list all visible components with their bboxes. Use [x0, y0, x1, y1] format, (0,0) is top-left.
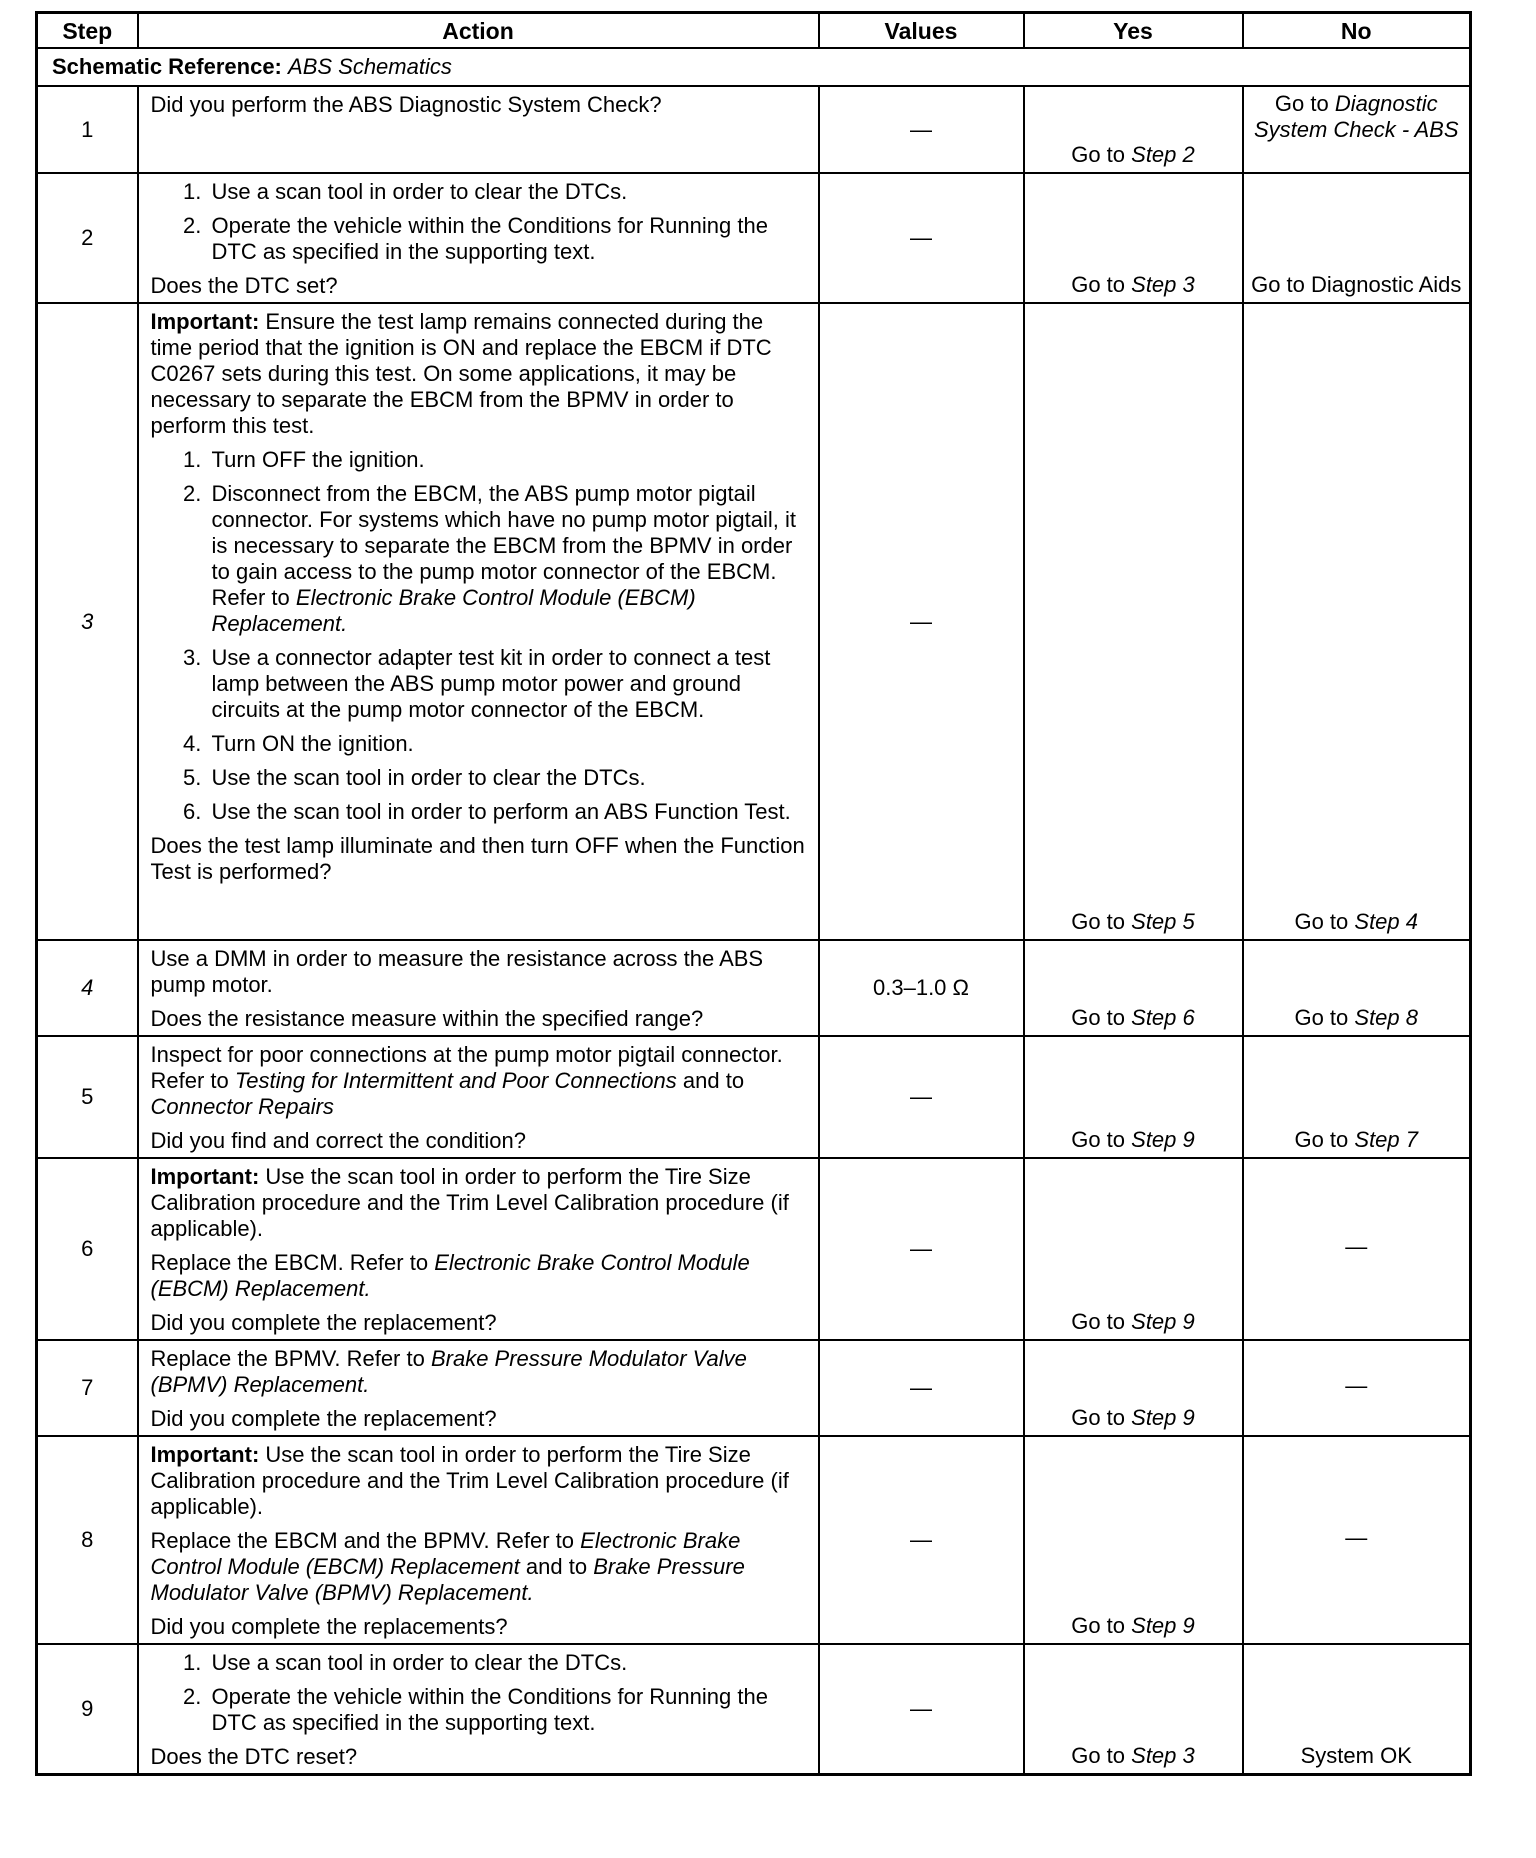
- value-cell: 0.3–1.0 Ω: [819, 940, 1024, 1036]
- go-to-text: Go to: [1294, 1127, 1349, 1152]
- question-text: Does the DTC reset?: [150, 1744, 358, 1769]
- list-item: 2. Operate the vehicle within the Conditions for Running the DTC as specified in the supporting text.: [208, 1684, 810, 1736]
- go-to-text: Go to: [1294, 909, 1349, 934]
- important-note: [151, 1164, 810, 1242]
- step-word: Step: [1354, 1127, 1400, 1152]
- action-text-part: Inspect for poor connections at the pump motor pigtail connector. Refer to: [150, 1042, 783, 1093]
- schematic-label: Schematic Reference:: [52, 54, 282, 79]
- step-target: 2: [1182, 142, 1195, 167]
- question-text: Did you complete the replacements?: [150, 1614, 508, 1639]
- step-number: 4: [37, 940, 138, 1036]
- value-cell: —: [819, 86, 1024, 173]
- reference-link[interactable]: Brake Pressure Modulator Valve (BPMV) Replacement.: [150, 1346, 747, 1397]
- no-cell: —: [1243, 1158, 1471, 1340]
- reference-link[interactable]: Testing for Intermittent and Poor Connections: [234, 1068, 677, 1093]
- diagnostic-table-container: [35, 11, 1469, 1776]
- action-text-part: Replace the BPMV. Refer to: [150, 1346, 425, 1371]
- step-target: 9: [1182, 1405, 1195, 1430]
- schematic-reference: [37, 48, 1471, 86]
- no-step-link[interactable]: [1354, 1127, 1418, 1152]
- step-word: Step: [1131, 1405, 1177, 1430]
- step-number: 7: [37, 1340, 138, 1436]
- go-to-text: Go to: [1071, 1743, 1126, 1768]
- step-target: 9: [1182, 1127, 1195, 1152]
- reference-link[interactable]: Electronic Brake Control Module (EBCM) Replacement.: [150, 1250, 750, 1301]
- yes-step-link[interactable]: [1131, 1743, 1195, 1768]
- go-to-text: Go to: [1071, 909, 1126, 934]
- list-item: 3. Use a connector adapter test kit in order to connect a test lamp between the ABS pump motor power and ground circuits at the pump motor connector of the EBCM.: [208, 645, 810, 723]
- go-to-text: Go to: [1071, 1405, 1126, 1430]
- reference-link[interactable]: Electronic Brake Control Module (EBCM) Replacement.: [211, 585, 696, 636]
- question-text: Did you complete the replacement?: [150, 1310, 497, 1335]
- action-cell: [138, 1340, 819, 1436]
- reference-link[interactable]: Connector Repairs: [150, 1094, 334, 1119]
- step-number: 1: [37, 86, 138, 173]
- important-note: [151, 1442, 810, 1520]
- step-target: 9: [1182, 1309, 1195, 1334]
- header-action: Action: [138, 13, 819, 49]
- action-cell: [138, 940, 819, 1036]
- important-note: [151, 309, 810, 439]
- schematic-row: [37, 48, 1471, 86]
- step-number: 3: [37, 303, 138, 940]
- step-number: 2: [37, 173, 138, 303]
- action-cell: [138, 1036, 819, 1158]
- yes-cell: [1024, 173, 1243, 303]
- action-cell: [138, 1644, 819, 1775]
- table-row: [37, 173, 1471, 303]
- table-row: [37, 1036, 1471, 1158]
- step-word: Step: [1131, 909, 1177, 934]
- yes-step-link[interactable]: [1131, 909, 1195, 934]
- go-to-text: Go to: [1071, 1005, 1126, 1030]
- table-row: [37, 1158, 1471, 1340]
- table-row: [37, 1644, 1471, 1775]
- yes-step-link[interactable]: [1131, 1405, 1195, 1430]
- action-cell: [138, 1158, 819, 1340]
- header-step: Step: [37, 13, 138, 49]
- yes-cell: [1024, 940, 1243, 1036]
- list-item: 4. Turn ON the ignition.: [208, 731, 810, 757]
- question-text: Did you find and correct the condition?: [150, 1128, 526, 1153]
- no-cell: System OK: [1243, 1644, 1471, 1775]
- reference-link[interactable]: Brake Pressure Modulator Valve (BPMV) Replacement.: [150, 1554, 745, 1605]
- table-row: [37, 940, 1471, 1036]
- question-text: Does the test lamp illuminate and then turn OFF when the Function Test is performed?: [150, 833, 805, 884]
- yes-cell: [1024, 1036, 1243, 1158]
- action-text-part: Replace the EBCM. Refer to: [150, 1250, 429, 1275]
- action-cell: [138, 1436, 819, 1644]
- action-text: [151, 1042, 810, 1120]
- step-number: 8: [37, 1436, 138, 1644]
- yes-cell: [1024, 1436, 1243, 1644]
- action-text: [151, 1250, 810, 1302]
- value-cell: —: [819, 1340, 1024, 1436]
- reference-link[interactable]: Electronic Brake Control Module (EBCM) Replacement: [150, 1528, 741, 1579]
- no-cell[interactable]: Go to Diagnostic Aids: [1243, 173, 1471, 303]
- value-cell: —: [819, 1158, 1024, 1340]
- question-text: Did you perform the ABS Diagnostic System Check?: [150, 92, 662, 117]
- yes-step-link[interactable]: [1131, 1613, 1195, 1638]
- yes-cell: [1024, 1644, 1243, 1775]
- go-to-text: Go to: [1071, 1309, 1126, 1334]
- step-word: Step: [1131, 1127, 1177, 1152]
- step-target: 6: [1182, 1005, 1195, 1030]
- action-text-part: Replace the EBCM and the BPMV. Refer to: [150, 1528, 575, 1553]
- go-to-text: Go to: [1274, 91, 1329, 116]
- go-to-text: Go to: [1071, 272, 1126, 297]
- header-row: [37, 13, 1471, 49]
- step-word: Step: [1354, 1005, 1400, 1030]
- action-text: [151, 1528, 810, 1606]
- list-item: 6. Use the scan tool in order to perform an ABS Function Test.: [208, 799, 810, 825]
- schematic-link[interactable]: ABS Schematics: [288, 54, 452, 79]
- procedure-list: [151, 1650, 810, 1736]
- step-word: Step: [1131, 1309, 1177, 1334]
- yes-step-link[interactable]: [1131, 142, 1195, 167]
- and-to-text: and to: [682, 1068, 745, 1093]
- go-to-text: Go to: [1071, 142, 1126, 167]
- list-item: 1. Turn OFF the ignition.: [208, 447, 810, 473]
- step-target: 3: [1182, 1743, 1195, 1768]
- no-step-link[interactable]: [1354, 909, 1418, 934]
- action-text: Use a DMM in order to measure the resistance across the ABS pump motor.: [150, 946, 764, 997]
- important-label: Important:: [150, 1164, 260, 1189]
- step-word: Step: [1131, 1005, 1177, 1030]
- table-row: [37, 1436, 1471, 1644]
- value-cell: —: [819, 1436, 1024, 1644]
- value-cell: —: [819, 1036, 1024, 1158]
- list-item-text: Disconnect from the EBCM, the ABS pump motor pigtail connector. For systems which have no pump motor pigtail, it is necessary to separate the EBCM from the BPMV in order to gain access to the pump motor connector of the EBCM. Refer to: [211, 481, 796, 610]
- step-target: 3: [1182, 272, 1195, 297]
- list-item: 1. Use a scan tool in order to clear the DTCs.: [208, 1650, 810, 1676]
- table-row: [37, 86, 1471, 173]
- no-link[interactable]: Diagnostic System Check - ABS: [1253, 91, 1459, 142]
- step-target: 7: [1405, 1127, 1419, 1152]
- yes-cell: [1024, 86, 1243, 173]
- no-cell: [1243, 303, 1471, 940]
- no-cell: [1243, 940, 1471, 1036]
- step-target: 9: [1182, 1613, 1195, 1638]
- question-text: Does the resistance measure within the specified range?: [150, 1006, 704, 1031]
- important-text: Use the scan tool in order to perform the Tire Size Calibration procedure and the Trim Level Calibration procedure (if applicable).: [150, 1442, 789, 1519]
- no-cell: —: [1243, 1340, 1471, 1436]
- header-yes: Yes: [1024, 13, 1243, 49]
- step-number: 5: [37, 1036, 138, 1158]
- step-word: Step: [1131, 1613, 1177, 1638]
- go-to-text: Go to: [1071, 1613, 1126, 1638]
- important-text: Use the scan tool in order to perform the Tire Size Calibration procedure and the Trim Level Calibration procedure (if applicable).: [150, 1164, 789, 1241]
- no-cell: [1243, 86, 1471, 173]
- value-cell: —: [819, 303, 1024, 940]
- value-cell: —: [819, 1644, 1024, 1775]
- header-values: Values: [819, 13, 1024, 49]
- yes-step-link[interactable]: [1131, 272, 1195, 297]
- yes-cell: [1024, 303, 1243, 940]
- list-item: 5. Use the scan tool in order to clear the DTCs.: [208, 765, 810, 791]
- step-number: 9: [37, 1644, 138, 1775]
- procedure-list: [151, 447, 810, 825]
- important-text: Ensure the test lamp remains connected during the time period that the ignition is ON and replace the EBCM if DTC C0267 sets during this test. On some applications, it may be necessary to separate the EBCM from the BPMV in order to perform this test.: [150, 309, 772, 438]
- list-item: 2. Operate the vehicle within the Conditions for Running the DTC as specified in the supporting text.: [208, 213, 810, 265]
- table-row: [37, 1340, 1471, 1436]
- list-item: [208, 481, 810, 637]
- step-target: 5: [1182, 909, 1195, 934]
- action-text: [151, 1346, 810, 1398]
- yes-step-link[interactable]: [1131, 1005, 1195, 1030]
- action-cell: [138, 86, 819, 173]
- no-step-link[interactable]: [1354, 1005, 1418, 1030]
- diagnostic-table: [35, 11, 1472, 1776]
- step-target: 8: [1405, 1005, 1419, 1030]
- step-target: 4: [1405, 909, 1419, 934]
- table-row: [37, 303, 1471, 940]
- step-number: 6: [37, 1158, 138, 1340]
- step-word: Step: [1131, 142, 1177, 167]
- step-word: Step: [1131, 1743, 1177, 1768]
- action-cell: [138, 303, 819, 940]
- yes-cell: [1024, 1340, 1243, 1436]
- question-text: Does the DTC set?: [150, 273, 338, 298]
- important-label: Important:: [150, 1442, 260, 1467]
- yes-cell: [1024, 1158, 1243, 1340]
- step-word: Step: [1354, 909, 1400, 934]
- value-cell: —: [819, 173, 1024, 303]
- no-cell: [1243, 1036, 1471, 1158]
- step-word: Step: [1131, 272, 1177, 297]
- header-no: No: [1243, 13, 1471, 49]
- question-text: Did you complete the replacement?: [150, 1406, 497, 1431]
- yes-step-link[interactable]: [1131, 1127, 1195, 1152]
- no-cell: —: [1243, 1436, 1471, 1644]
- and-to-text: and to: [525, 1554, 588, 1579]
- go-to-text: Go to: [1071, 1127, 1126, 1152]
- go-to-text: Go to: [1294, 1005, 1349, 1030]
- action-cell: [138, 173, 819, 303]
- list-item: 1. Use a scan tool in order to clear the DTCs.: [208, 179, 810, 205]
- important-label: Important:: [150, 309, 260, 334]
- procedure-list: [151, 179, 810, 265]
- yes-step-link[interactable]: [1131, 1309, 1195, 1334]
